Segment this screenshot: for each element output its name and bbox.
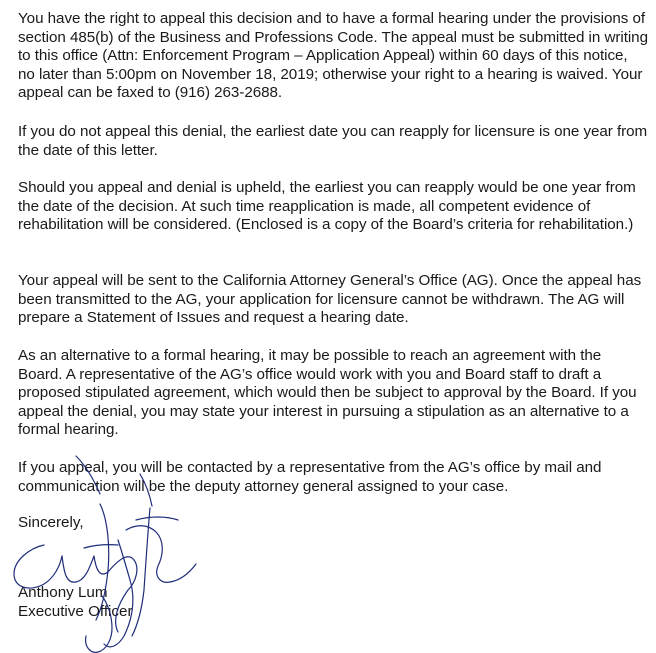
paragraph-contact: If you appeal, you will be contacted by a representative from the AG’s office by mail and communication will be the deputy attorney general assigned to your case. — [18, 459, 602, 495]
signer-title: Executive Officer — [18, 603, 133, 620]
paragraph-reapply-upheld: Should you appeal and denial is upheld, the earliest you can reapply would be one year from the date of the decision. At such time reapplication is made, all competent evidence of rehabilitation will be considered. (Enclosed is a copy of the Board’s criteria for rehabilitation.) — [18, 179, 636, 234]
paragraph-ag-transmittal: Your appeal will be sent to the California Attorney General’s Office (AG). Once the appeal has been transmitted to the AG, your application for licensure cannot be withdrawn. The AG will prepare a Statement of Issues and request a hearing date. — [18, 272, 642, 327]
paragraph-reapply-no-appeal: If you do not appeal this denial, the earliest date you can reapply for licensure is one year from the date of this letter. — [18, 123, 648, 159]
signer-name: Anthony Lum — [18, 584, 108, 601]
paragraph-appeal-rights: You have the right to appeal this decision and to have a formal hearing under the provisions of section 485(b) of the Business and Professions Code. The appeal must be submitted in writing to this office (Attn: Enforcement Program – Application Appeal) within 60 days of this notice, no later than 5:00pm on November 18, 2019; otherwise your right to a hearing is waived. Your appeal can be faxed to (916) 263-2688. — [18, 10, 648, 102]
paragraph-stipulation: As an alternative to a formal hearing, it may be possible to reach an agreement with the Board. A representative of the AG’s office would work with you and Board staff to draft a proposed stipulated agreement, which would then be subject to approval by the Board. If you appeal the denial, you may state your interest in pursuing a stipulation as an alternative to a formal hearing. — [18, 347, 637, 439]
closing-salutation: Sincerely, — [18, 514, 84, 531]
